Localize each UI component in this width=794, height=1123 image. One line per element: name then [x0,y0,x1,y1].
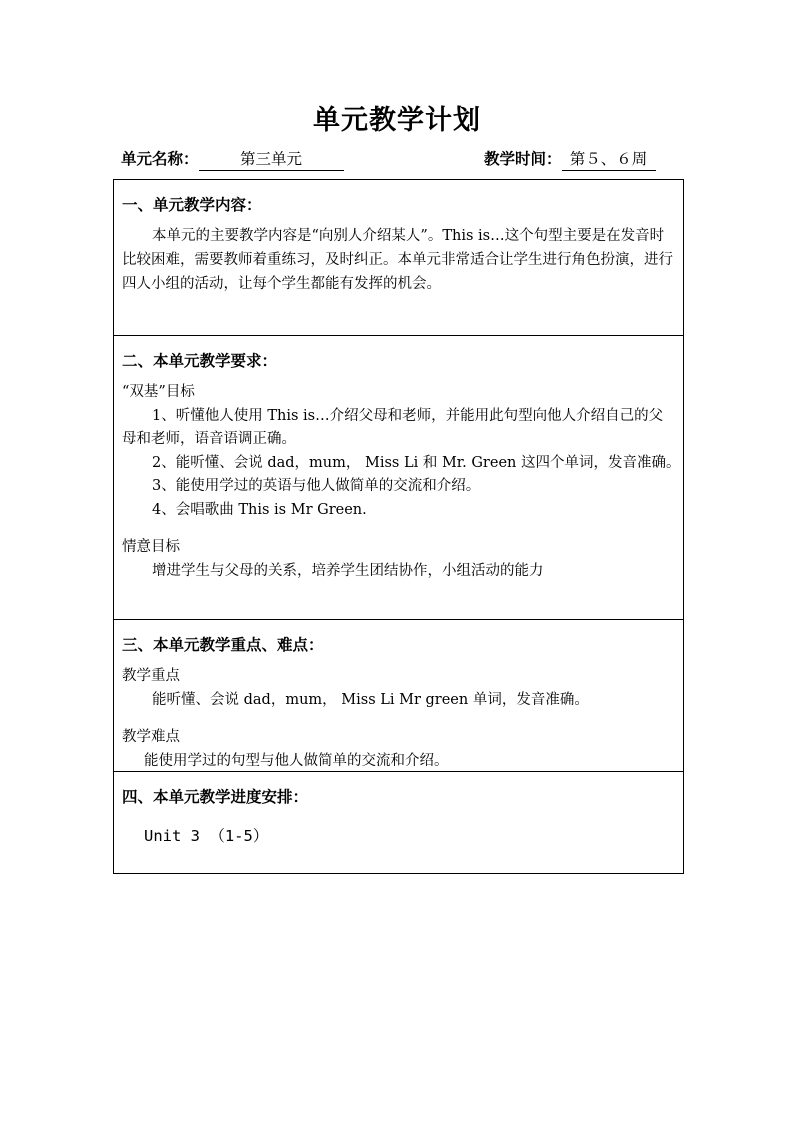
section-heading: 一、单元教学内容： [122,196,262,214]
unit-name-field [121,147,344,171]
difficult-point-title: 教学难点 [122,729,180,745]
difficult-point-text: 能使用学过的句型与他人做简单的交流和介绍。 [144,752,449,769]
teaching-time-value: 第５、６周 [562,147,656,171]
goal-basic-title: “双基”目标 [122,384,195,400]
key-point-title: 教学重点 [122,668,180,684]
page-title: 单元教学计划 [313,105,481,136]
section-content [114,180,683,336]
plan-table [113,179,684,874]
goal-emotion-text: 增进学生与父母的关系，培养学生团结协作，小组活动的能力 [152,562,544,579]
goal-item: 1、听懂他人使用 This is…介绍父母和老师，并能用此句型向他人介绍自己的父母和老师，语音语调正确。 [122,407,664,447]
goal-item: 3、能使用学过的英语与他人做简单的交流和介绍。 [152,478,481,494]
schedule-text: Unit 3 （1-5） [144,827,269,845]
section-heading: 二、本单元教学要求： [122,352,278,370]
key-point-text: 能听懂、会说 dad，mum， Miss Li Mr green 单词，发音准确。 [152,691,589,708]
section-heading: 四、本单元教学进度安排： [122,788,309,806]
teaching-time-label: 教学时间： [484,150,562,168]
section-schedule [114,772,683,874]
section-key-points [114,620,683,772]
teaching-time-field [484,147,656,171]
section-heading: 三、本单元教学重点、难点： [122,636,324,654]
goal-emotion-title: 情意目标 [122,539,180,555]
unit-name-label: 单元名称： [121,150,199,168]
unit-name-value: 第三单元 [199,147,344,171]
section-requirements [114,336,683,620]
goal-item: 4、会唱歌曲 This is Mr Green. [152,501,367,518]
goal-item: 2、能听懂、会说 dad，mum， Miss Li 和 Mr. Green 这四个单词，发音准确。 [152,454,681,471]
content-paragraph: 本单元的主要教学内容是“向别人介绍某人”。This is…这个句型主要是在发音时比较困难，需要教师着重练习，及时纠正。本单元非常适合让学生进行角色扮演，进行四人小组的活动，让每个学生都能有发挥的机会。 [122,228,673,292]
